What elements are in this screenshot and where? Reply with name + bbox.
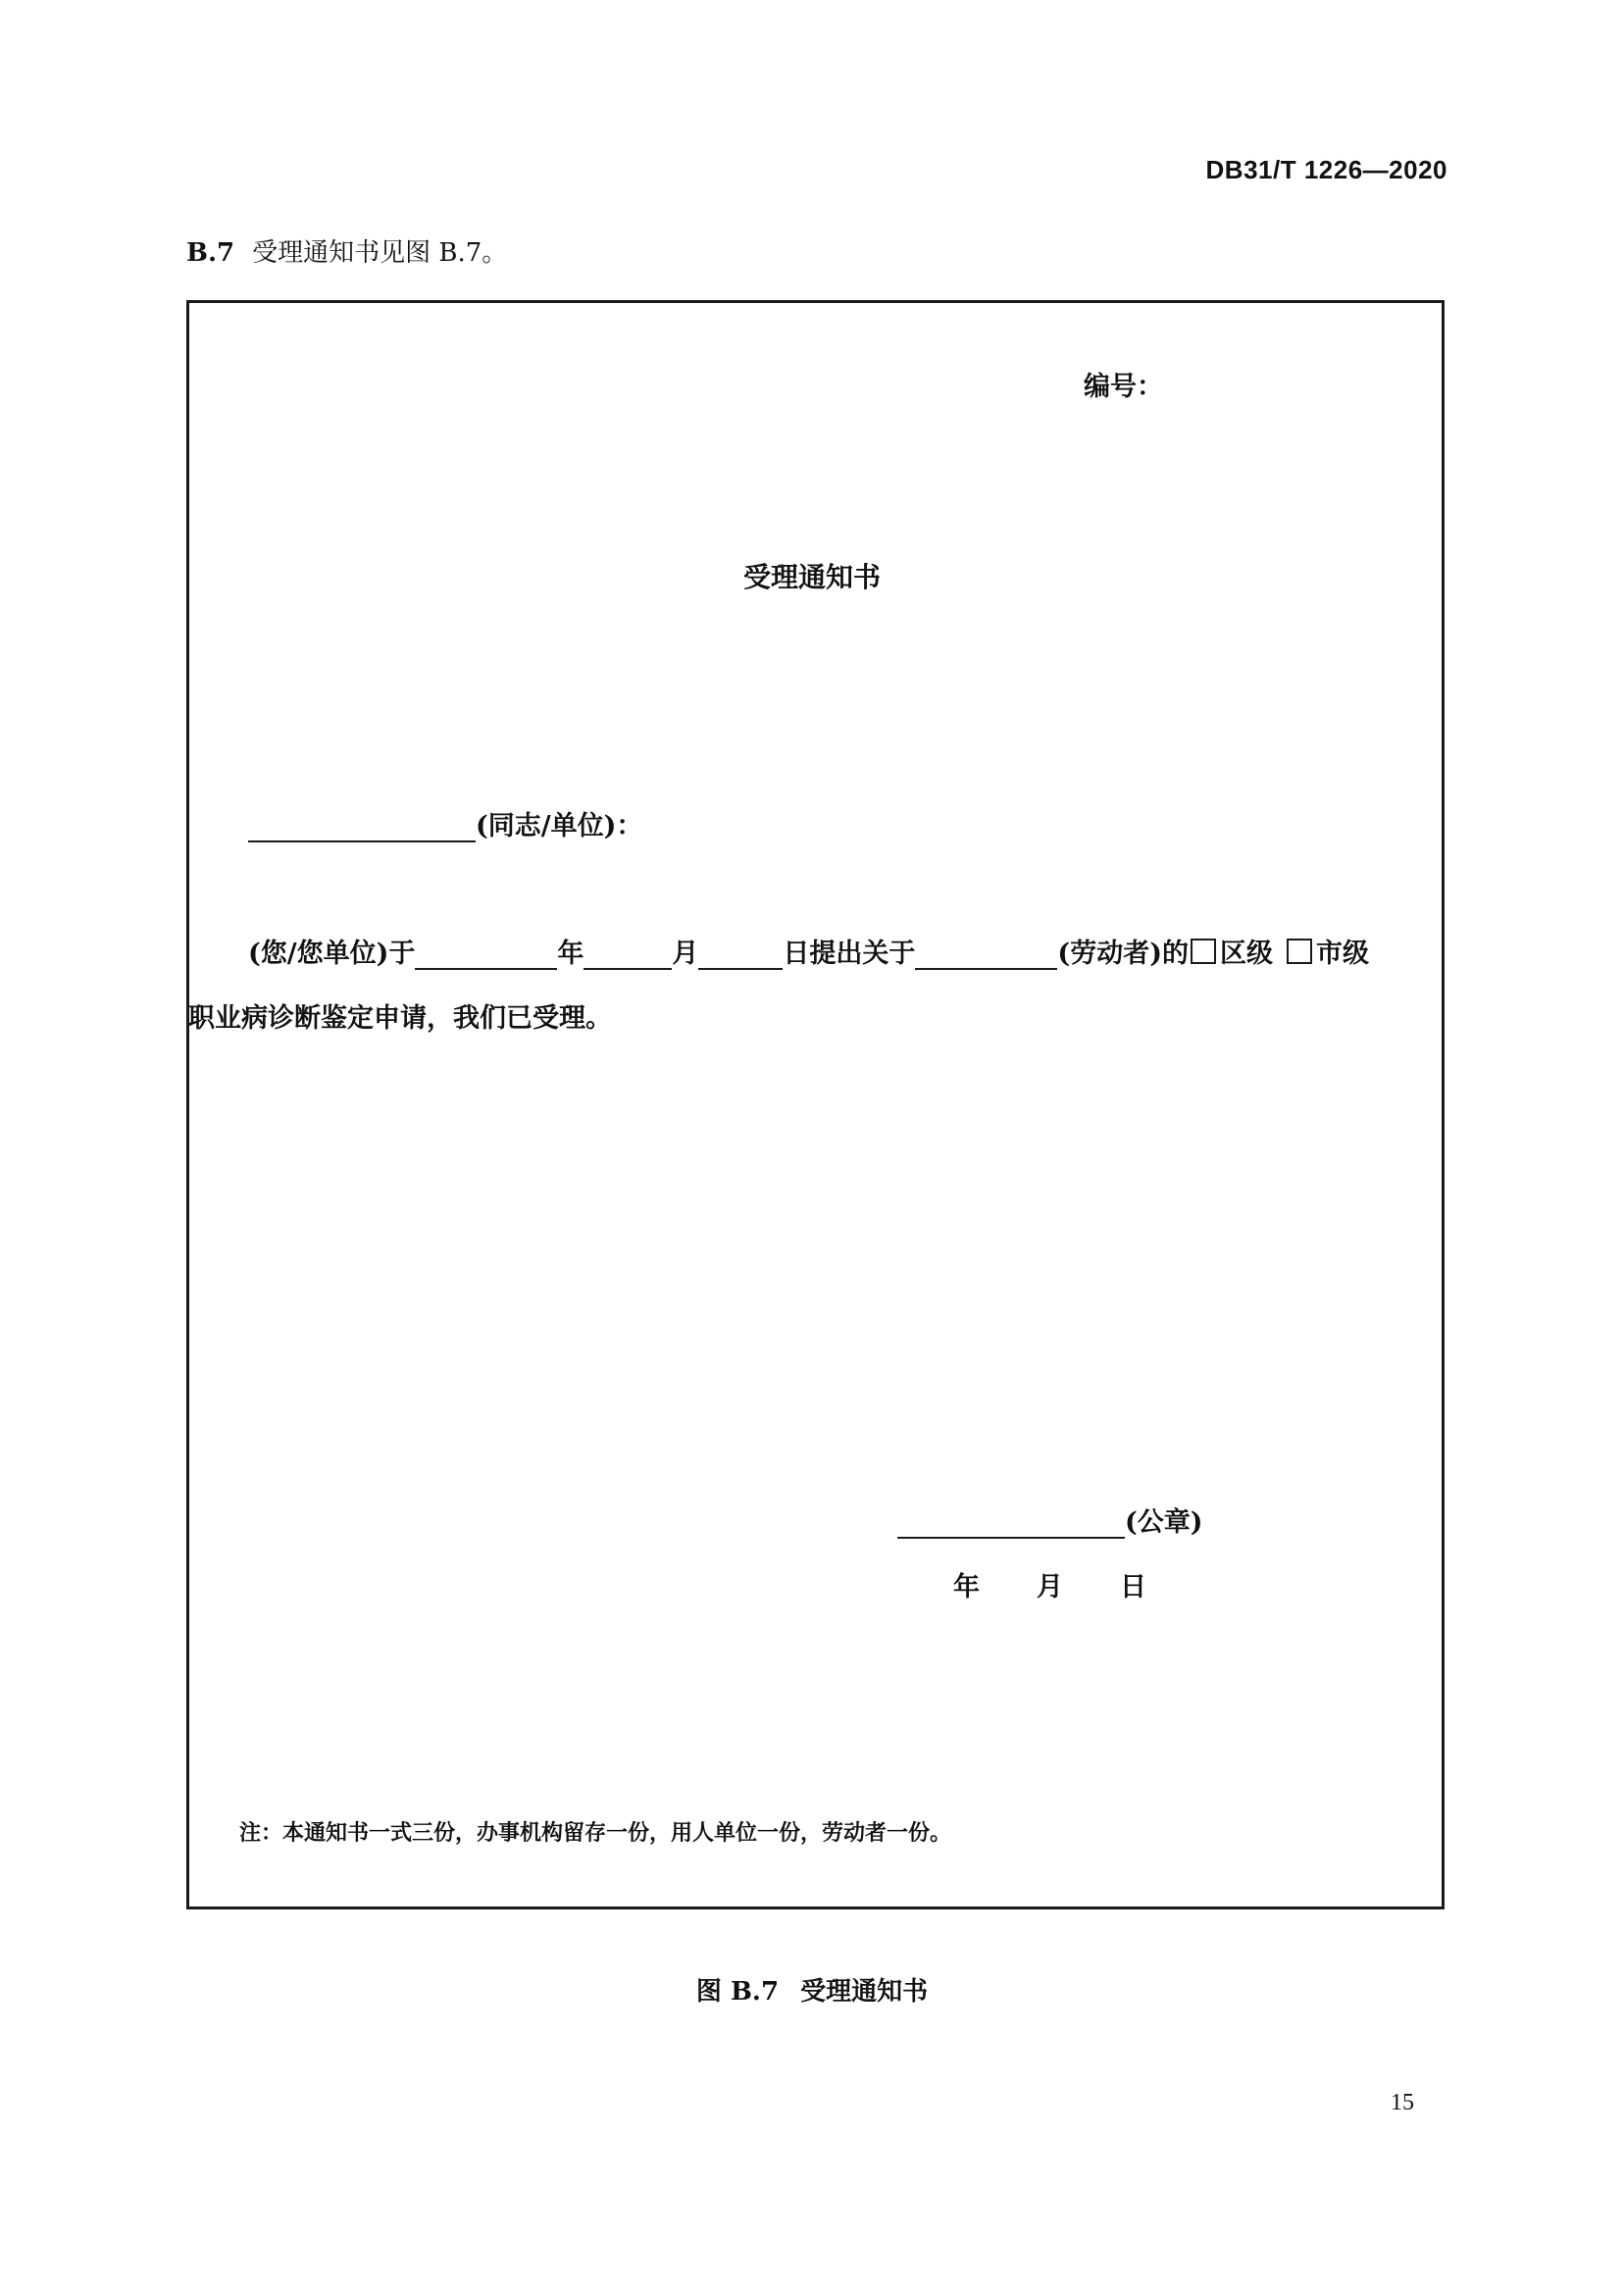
year-blank[interactable] <box>415 939 557 970</box>
section-id: B.7 <box>186 238 235 268</box>
worker-suffix: (劳动者)的 <box>1057 939 1189 969</box>
worker-blank[interactable] <box>915 939 1057 970</box>
serial-number-label: 编号： <box>1084 372 1163 402</box>
city-level-label: 市级 <box>1315 939 1369 969</box>
month-blank[interactable] <box>584 939 672 970</box>
district-level-checkbox[interactable] <box>1191 939 1216 964</box>
figure-id: 图 B.7 <box>695 1977 780 2007</box>
standard-number: DB31/T 1226—2020 <box>1205 155 1447 184</box>
addressee-suffix: (同志/单位)： <box>476 811 643 841</box>
figure-caption <box>0 1971 1624 2008</box>
section-intro <box>186 232 507 269</box>
body-prefix: (您/您单位)于 <box>248 939 416 969</box>
seal-blank[interactable] <box>897 1507 1125 1539</box>
addressee-blank[interactable] <box>248 811 476 842</box>
seal-line <box>897 1500 1203 1539</box>
body-year-label: 年 <box>557 939 584 969</box>
date-day-label: 日 <box>1120 1572 1146 1602</box>
figure-title: 受理通知书 <box>800 1977 929 2007</box>
form-note: 注：本通知书一式三份，办事机构留存一份，用人单位一份，劳动者一份。 <box>239 1820 952 1846</box>
seal-label: (公章) <box>1125 1507 1203 1538</box>
body-line-1 <box>248 932 1369 970</box>
body-line-2: 职业病诊断鉴定申请，我们已受理。 <box>188 1003 612 1034</box>
form-title: 受理通知书 <box>742 561 881 593</box>
page-number: 15 <box>1391 2090 1414 2115</box>
notice-form-frame <box>186 300 1445 1909</box>
day-blank[interactable] <box>698 939 783 970</box>
section-text: 受理通知书见图 B.7。 <box>252 238 508 268</box>
body-month-label: 月 <box>672 939 699 969</box>
addressee-line <box>248 804 642 842</box>
date-month-label: 月 <box>1037 1572 1063 1602</box>
city-level-checkbox[interactable] <box>1287 939 1312 964</box>
body-day-label: 日提出关于 <box>783 939 916 969</box>
date-year-label: 年 <box>953 1572 980 1602</box>
district-level-label: 区级 <box>1219 939 1273 969</box>
signature-date <box>953 1565 1146 1603</box>
